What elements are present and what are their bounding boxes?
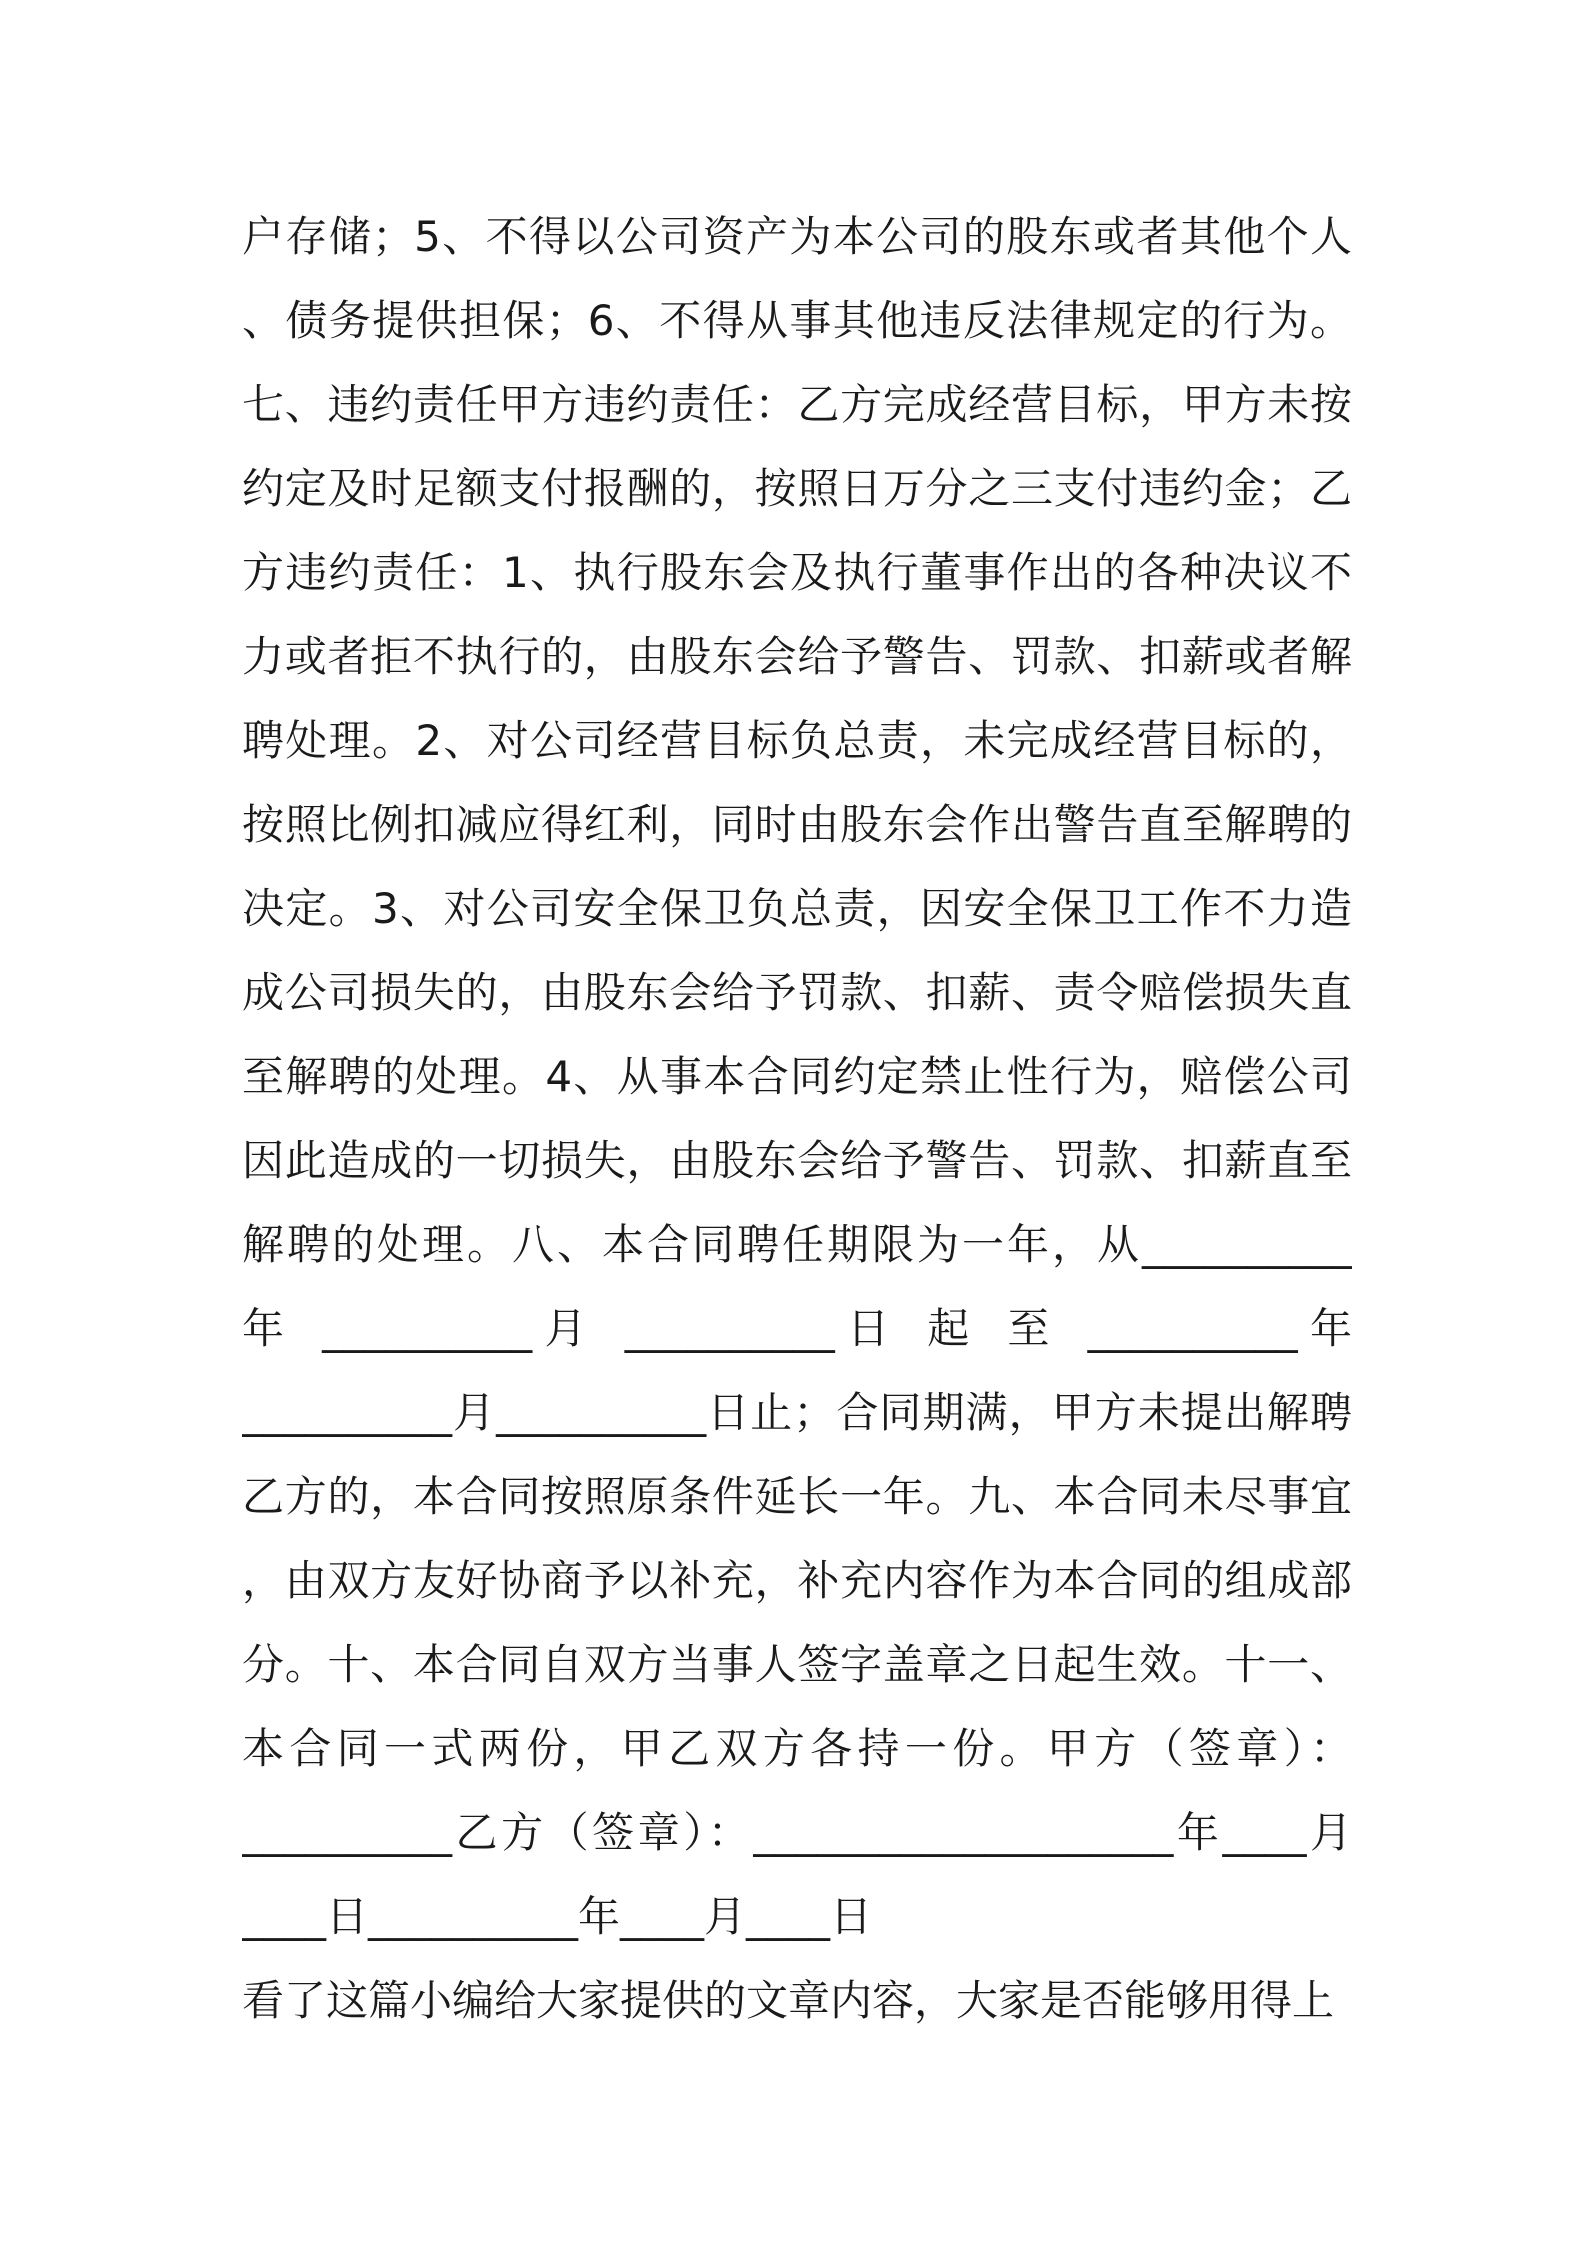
text-line: 约定及时足额支付报酬的，按照日万分之三支付违约金；乙 [242, 464, 1352, 513]
text-line: 成公司损失的，由股东会给予罚款、扣薪、责令赔偿损失直 [242, 968, 1352, 1017]
text-line: 分。十、本合同自双方当事人签字盖章之日起生效。十一、 [242, 1640, 1352, 1689]
text-line: 本合同一式两份，甲乙双方各持一份。甲方（签章）： [242, 1724, 1352, 1773]
contract-body [242, 195, 1352, 2043]
text-line: 七、违约责任甲方违约责任：乙方完成经营目标，甲方未按 [242, 380, 1352, 429]
text-line: 方违约责任：1、执行股东会及执行董事作出的各种决议不 [242, 548, 1352, 597]
text-line: 年 __________月 __________日 起 至 __________年 [242, 1304, 1352, 1353]
text-line: 乙方的，本合同按照原条件延长一年。九、本合同未尽事宜 [242, 1472, 1352, 1521]
text-line: __________月__________日止；合同期满，甲方未提出解聘 [242, 1388, 1352, 1437]
date-line: ____日__________年____月____日 [242, 1892, 873, 1941]
text-line: 户存储；5、不得以公司资产为本公司的股东或者其他个人 [242, 212, 1352, 261]
text-line: 力或者拒不执行的，由股东会给予警告、罚款、扣薪或者解 [242, 632, 1352, 681]
text-line: 因此造成的一切损失，由股东会给予警告、罚款、扣薪直至 [242, 1136, 1352, 1185]
text-line: 决定。3、对公司安全保卫负总责，因安全保卫工作不力造 [242, 884, 1352, 933]
text-line: 、债务提供担保；6、不得从事其他违反法律规定的行为。 [242, 296, 1352, 345]
text-line: 聘处理。2、对公司经营目标负总责，未完成经营目标的， [242, 716, 1352, 765]
text-line: 按照比例扣减应得红利，同时由股东会作出警告直至解聘的 [242, 800, 1352, 849]
text-line: 解聘的处理。八、本合同聘任期限为一年，从__________ [242, 1220, 1352, 1269]
text-line: 至解聘的处理。4、从事本合同约定禁止性行为，赔偿公司 [242, 1052, 1352, 1101]
signature-line: __________乙方（签章）：____________________年____月 [242, 1808, 1352, 1857]
closing-text: 看了这篇小编给大家提供的文章内容，大家是否能够用得上 [242, 1976, 1335, 2025]
text-line: ，由双方友好协商予以补充，补充内容作为本合同的组成部 [242, 1556, 1352, 1605]
